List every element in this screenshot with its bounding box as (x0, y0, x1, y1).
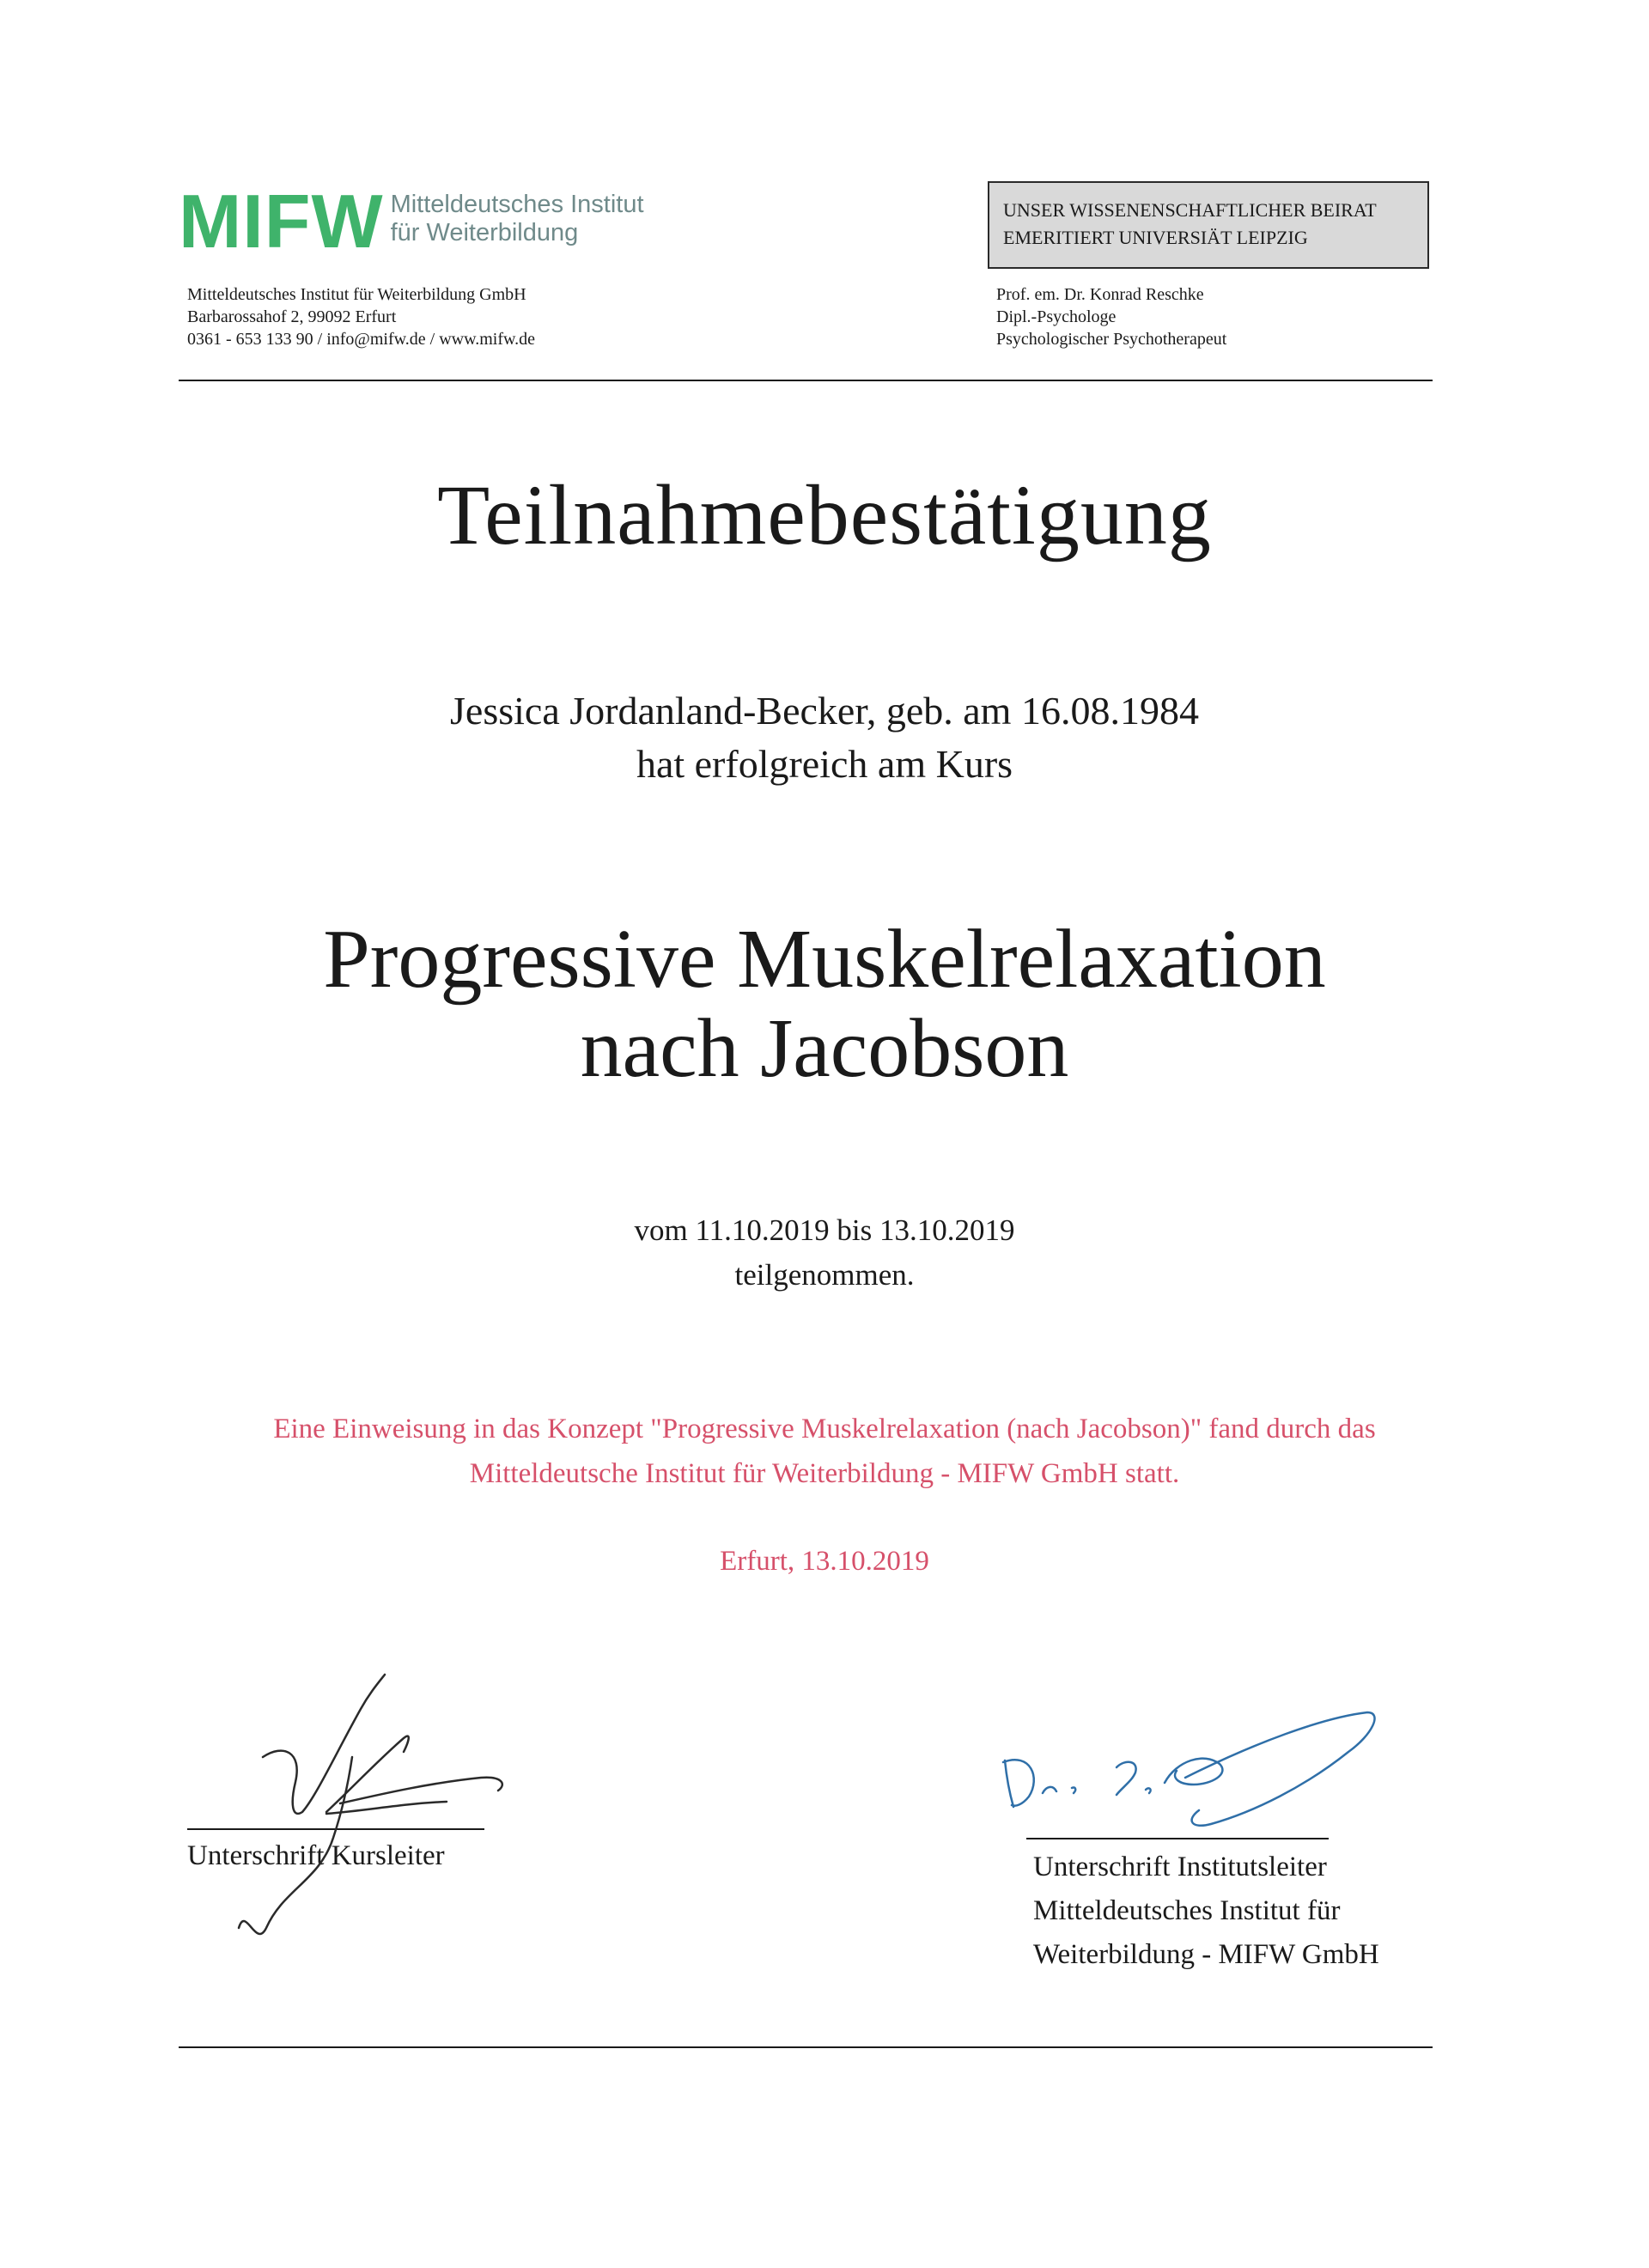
course-leader-signature-label: Unterschrift Kursleiter (187, 1840, 445, 1871)
note-line-2: Mitteldeutsche Institut für Weiterbildung - MIFW GmbH statt. (469, 1458, 1180, 1489)
logo-text-line-1: Mitteldeutsches Institut (390, 191, 644, 218)
institute-address (187, 283, 535, 350)
place-and-date: Erfurt, 13.10.2019 (720, 1546, 929, 1577)
address-line-1: Mitteldeutsches Institut für Weiterbildung GmbH (187, 285, 526, 304)
institute-head-label-line-1: Unterschrift Institutsleiter (1033, 1851, 1327, 1882)
advisor-line-3: Psychologischer Psychotherapeut (996, 330, 1227, 349)
recipient-block (0, 684, 1649, 791)
advisory-board-box (988, 181, 1429, 269)
institute-head-signature-label (1033, 1845, 1379, 1977)
certificate-title: Teilnahmebestätigung (437, 467, 1212, 562)
advisor-line-1: Prof. em. Dr. Konrad Reschke (996, 285, 1204, 304)
advisor-line-2: Dipl.-Psychologe (996, 307, 1117, 326)
institute-head-signature-line (1026, 1838, 1329, 1839)
date-range: vom 11.10.2019 bis 13.10.2019 (634, 1213, 1015, 1247)
logo-text (391, 191, 644, 247)
address-line-3: 0361 - 653 133 90 / info@mifw.de / www.mifw.de (187, 330, 536, 349)
note-line-1: Eine Einweisung in das Konzept "Progressive Muskelrelaxation (nach Jacobson)" fand durch das (273, 1414, 1376, 1444)
logo-mark: MIFW (179, 179, 384, 264)
intro-line: hat erfolgreich am Kurs (636, 742, 1013, 786)
recipient-line: Jessica Jordanland-Becker, geb. am 16.08.1984 (450, 689, 1199, 733)
participated-text: teilgenommen. (734, 1258, 915, 1292)
logo-text-line-2: für Weiterbildung (390, 219, 579, 246)
institute-head-signature (1003, 1712, 1375, 1826)
introduction-note (0, 1407, 1649, 1496)
advisory-box-line-1: UNSER WISSENENSCHAFTLICHER BEIRAT (1003, 199, 1377, 221)
institute-head-label-line-2: Mitteldeutsches Institut für (1033, 1895, 1341, 1926)
advisory-box-line-2: EMERITIERT UNIVERSIÄT LEIPZIG (1003, 227, 1308, 248)
course-name (0, 915, 1649, 1093)
footer-divider (179, 2046, 1433, 2048)
advisor-info (996, 283, 1226, 350)
course-leader-signature (239, 1675, 502, 1934)
institute-head-label-line-3: Weiterbildung - MIFW GmbH (1033, 1939, 1379, 1970)
header-divider (179, 380, 1433, 381)
course-line-1: Progressive Muskelrelaxation (323, 913, 1326, 1006)
course-dates (0, 1208, 1649, 1298)
address-line-2: Barbarossahof 2, 99092 Erfurt (187, 307, 397, 326)
course-line-2: nach Jacobson (580, 1002, 1069, 1095)
course-leader-signature-line (187, 1828, 484, 1830)
mifw-logo (179, 179, 644, 264)
